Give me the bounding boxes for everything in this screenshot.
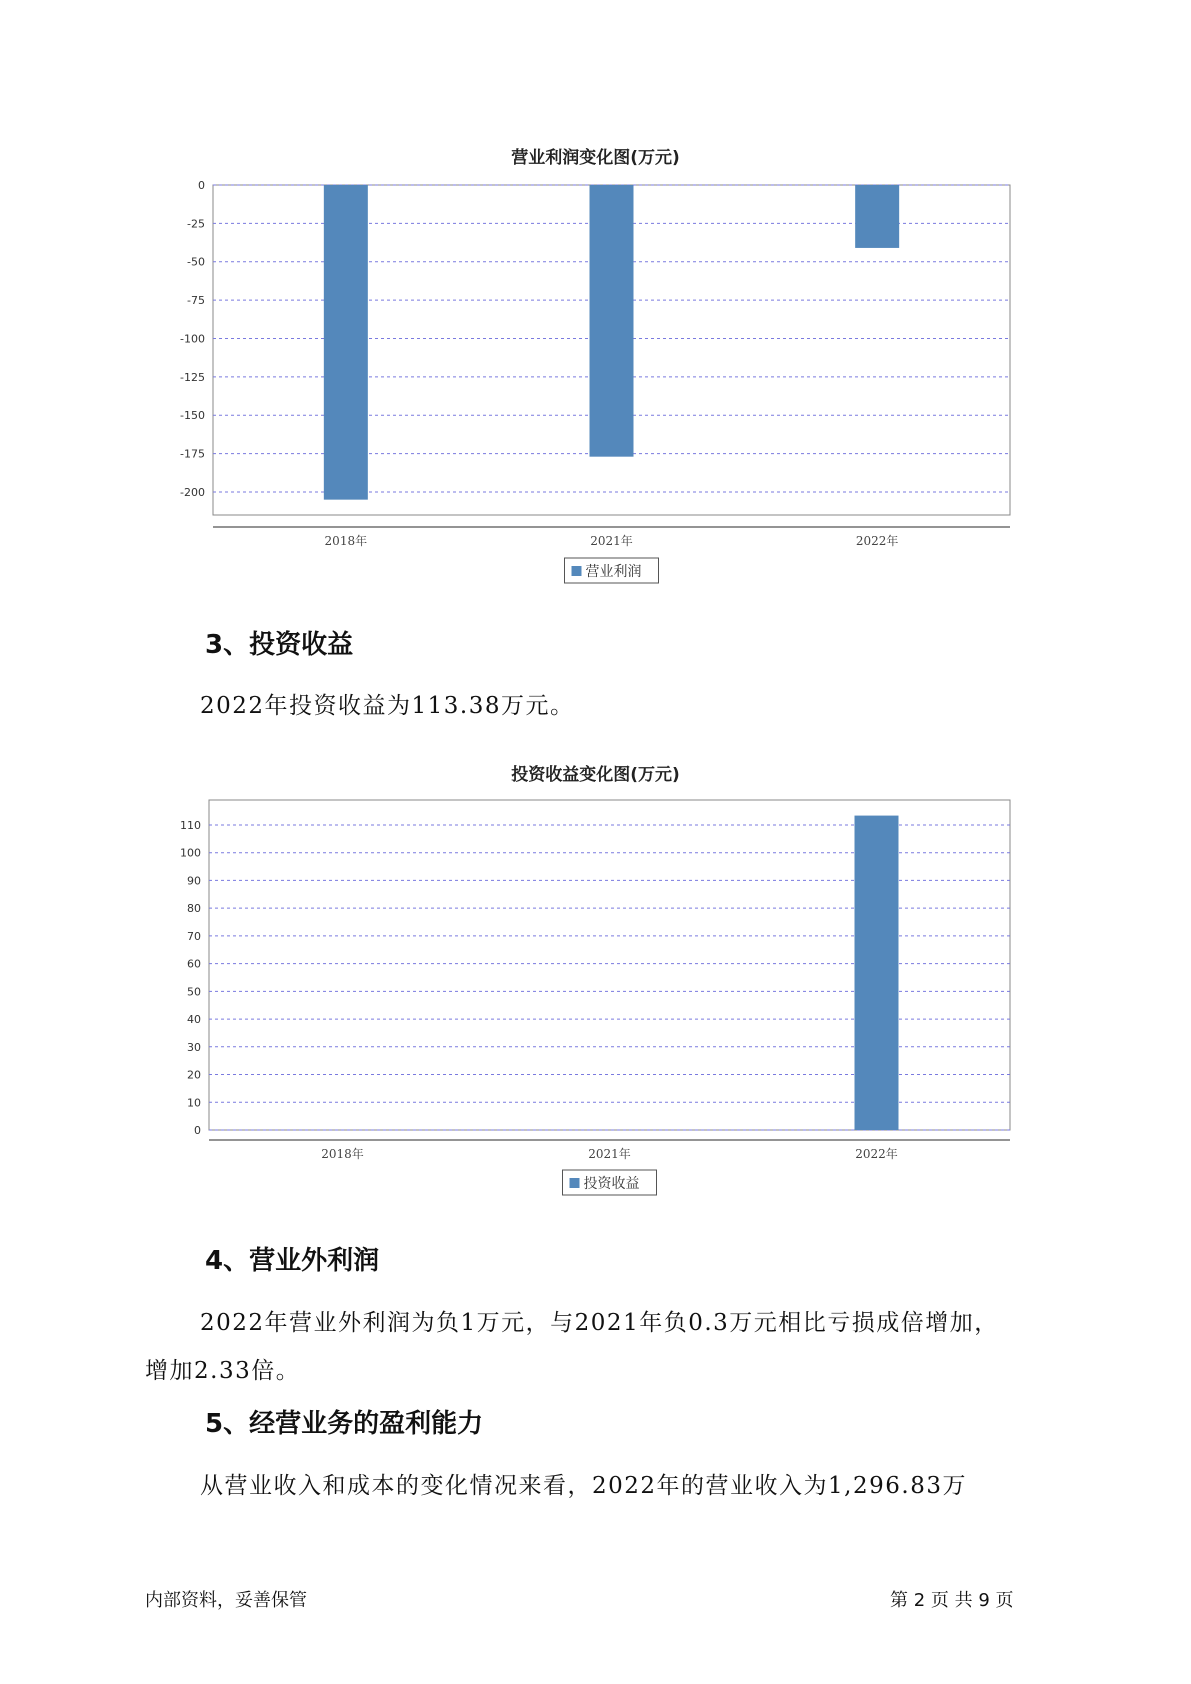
y-tick-label: 110 xyxy=(180,818,201,832)
y-tick-label: -100 xyxy=(180,332,205,346)
legend-swatch xyxy=(572,566,582,576)
section-5-paragraph: 从营业收入和成本的变化情况来看，2022年的营业收入为1,296.83万 xyxy=(200,1473,967,1499)
legend xyxy=(565,558,659,583)
operating-profit-chart xyxy=(0,170,1191,620)
legend-label: 营业利润 xyxy=(585,564,642,580)
x-tick-label: 2018年 xyxy=(321,1147,364,1161)
y-tick-label: -200 xyxy=(180,485,205,499)
y-tick-label: 40 xyxy=(187,1013,201,1027)
section-4-paragraph-line1: 2022年营业外利润为负1万元，与2021年负0.3万元相比亏损成倍增加， xyxy=(200,1310,999,1336)
y-tick-label: -150 xyxy=(180,409,205,423)
x-tick-label: 2022年 xyxy=(855,534,899,548)
x-tick-label: 2021年 xyxy=(590,534,633,548)
section-5-heading: 5、经营业务的盈利能力 xyxy=(205,1409,484,1439)
y-tick-label: -75 xyxy=(187,294,205,308)
section-3-heading: 3、投资收益 xyxy=(205,630,354,660)
y-tick-label: 60 xyxy=(187,957,201,971)
bar xyxy=(324,185,368,500)
y-tick-label: -125 xyxy=(180,370,205,384)
bar xyxy=(855,816,899,1130)
x-tick-label: 2021年 xyxy=(588,1147,631,1161)
y-tick-label: 30 xyxy=(187,1040,201,1054)
bar xyxy=(590,185,634,457)
legend-swatch xyxy=(570,1178,580,1188)
y-tick-label: 80 xyxy=(187,902,201,916)
y-tick-label: 70 xyxy=(187,929,201,943)
bar xyxy=(855,185,899,248)
y-tick-label: 20 xyxy=(187,1068,201,1082)
y-tick-label: -25 xyxy=(187,217,205,231)
legend xyxy=(563,1170,657,1195)
section-3-paragraph: 2022年投资收益为113.38万元。 xyxy=(200,693,575,719)
y-tick-label: 100 xyxy=(180,846,201,860)
chart1-title: 营业利润变化图(万元) xyxy=(511,148,680,168)
footer-page-number: 第 2 页 共 9 页 xyxy=(890,1590,1014,1611)
y-tick-label: 0 xyxy=(198,179,205,192)
section-4-paragraph-line2: 增加2.33倍。 xyxy=(145,1358,301,1384)
investment-income-chart xyxy=(0,790,1191,1210)
section-4-heading: 4、营业外利润 xyxy=(205,1246,380,1276)
y-tick-label: 0 xyxy=(194,1124,201,1137)
y-tick-label: 50 xyxy=(187,985,201,999)
x-tick-label: 2018年 xyxy=(324,534,368,548)
legend-label: 投资收益 xyxy=(583,1176,640,1192)
footer-confidential: 内部资料，妥善保管 xyxy=(145,1590,307,1611)
chart2-title: 投资收益变化图(万元) xyxy=(511,765,680,785)
y-tick-label: 90 xyxy=(187,874,201,888)
y-tick-label: -175 xyxy=(180,447,205,461)
x-tick-label: 2022年 xyxy=(855,1147,898,1161)
y-tick-label: -50 xyxy=(187,255,205,269)
y-tick-label: 10 xyxy=(187,1096,201,1110)
